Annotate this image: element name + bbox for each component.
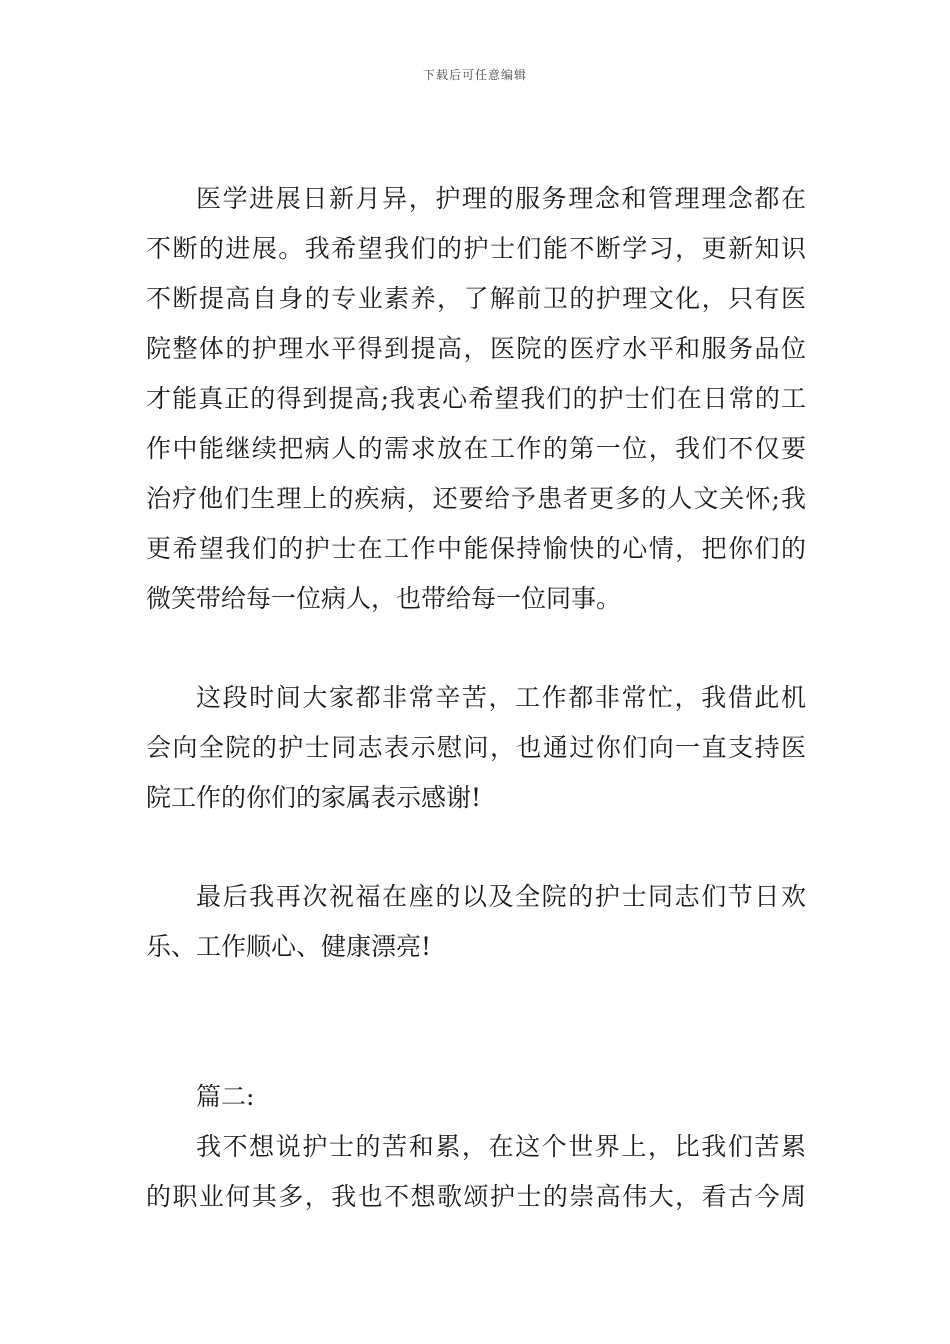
text-line: 作中能继续把病人的需求放在工作的第一位，我们不仅要 — [146, 434, 806, 463]
text-line: 不断提高自身的专业素养，了解前卫的护理文化，只有医 — [146, 284, 806, 313]
text-line: 才能真正的得到提高;我衷心希望我们的护士们在日常的工 — [146, 384, 806, 413]
text-line: 院工作的你们的家属表示感谢! — [146, 783, 482, 812]
text-line: 这段时间大家都非常辛苦，工作都非常忙，我借此机 — [196, 683, 806, 712]
text-line: 医学进展日新月异，护理的服务理念和管理理念都在 — [196, 184, 806, 213]
text-line: 会向全院的护士同志表示慰问，也通过你们向一直支持医 — [146, 733, 806, 762]
text-line: 乐、工作顺心、健康漂亮! — [146, 932, 432, 961]
page-header: 下载后可任意编辑 — [422, 68, 527, 82]
text-line: 治疗他们生理上的疾病，还要给予患者更多的人文关怀;我 — [146, 484, 806, 513]
text-line: 最后我再次祝福在座的以及全院的护士同志们节日欢 — [196, 882, 806, 911]
text-line: 我不想说护士的苦和累，在这个世界上，比我们苦累 — [196, 1132, 806, 1161]
section-heading: 篇二: — [196, 1082, 255, 1111]
text-line: 微笑带给每一位病人，也带给每一位同事。 — [146, 584, 622, 613]
text-line: 更希望我们的护士在工作中能保持愉快的心情，把你们的 — [146, 534, 806, 563]
text-line: 院整体的护理水平得到提高，医院的医疗水平和服务品位 — [146, 334, 806, 363]
text-line: 不断的进展。我希望我们的护士们能不断学习，更新知识 — [146, 234, 806, 263]
text-line: 的职业何其多，我也不想歌颂护士的崇高伟大，看古今周 — [146, 1182, 806, 1211]
